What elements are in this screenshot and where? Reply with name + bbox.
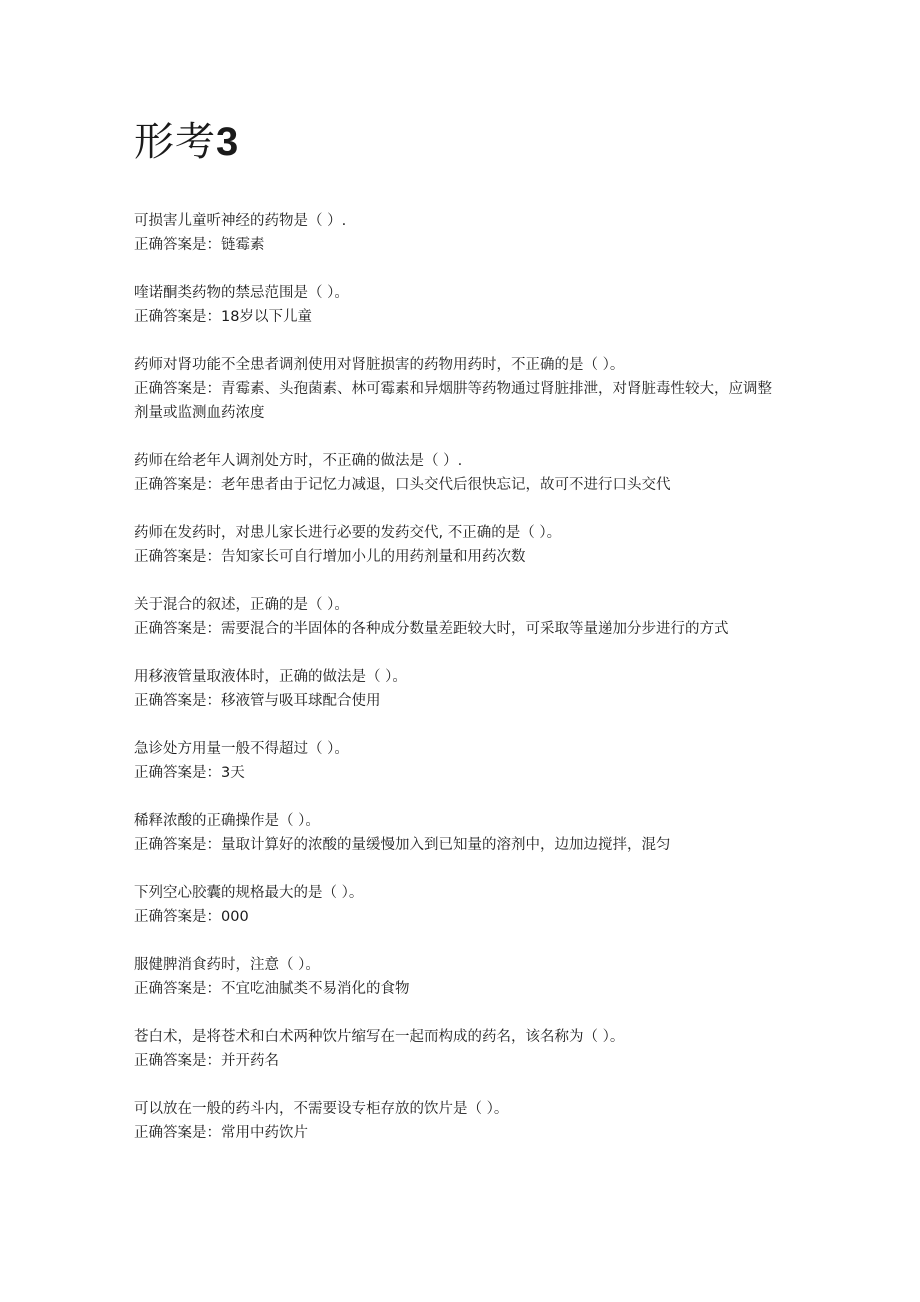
answer-text: 链霉素	[221, 237, 265, 253]
answer-text: 3天	[221, 765, 245, 781]
answer-prefix: 正确答案是：	[134, 237, 221, 253]
answer-text: 需要混合的半固体的各种成分数量差距较大时，可采取等量递加分步进行的方式	[221, 621, 729, 637]
qa-item	[134, 881, 786, 929]
answer-line	[134, 689, 780, 713]
question-text: 苍白术，是将苍术和白术两种饮片缩写在一起而构成的药名，该名称为（ ）。	[134, 1029, 625, 1045]
question-text: 下列空心胶囊的规格最大的是（ ）。	[134, 885, 364, 901]
answer-text: 常用中药饮片	[221, 1125, 308, 1141]
answer-prefix: 正确答案是：	[134, 693, 221, 709]
question-text: 喹诺酮类药物的禁忌范围是（ ）。	[134, 285, 349, 301]
title-number: 3	[216, 120, 240, 164]
answer-line	[134, 233, 780, 257]
question-text: 药师在发药时，对患儿家长进行必要的发药交代, 不正确的是（ ）。	[134, 525, 562, 541]
answer-line	[134, 1121, 780, 1145]
question-text: 服健脾消食药时，注意（ ）。	[134, 957, 320, 973]
title-text: 形考	[134, 119, 216, 165]
question-text: 药师对肾功能不全患者调剂使用对肾脏损害的药物用药时，不正确的是（ ）。	[134, 357, 625, 373]
qa-item	[134, 1025, 786, 1073]
answer-text: 告知家长可自行增加小儿的用药剂量和用药次数	[221, 549, 526, 565]
answer-line	[134, 761, 780, 785]
answer-prefix: 正确答案是：	[134, 477, 221, 493]
qa-item	[134, 593, 786, 641]
answer-text: 并开药名	[221, 1053, 279, 1069]
answer-line	[134, 473, 780, 497]
answer-text: 量取计算好的浓酸的量缓慢加入到已知量的溶剂中，边加边搅拌，混匀	[221, 837, 671, 853]
qa-item	[134, 521, 786, 569]
answer-line	[134, 905, 780, 929]
qa-item	[134, 1097, 786, 1145]
qa-item	[134, 449, 786, 497]
answer-line	[134, 1049, 780, 1073]
answer-text: 18岁以下儿童	[221, 309, 312, 325]
qa-item	[134, 737, 786, 785]
answer-prefix: 正确答案是：	[134, 549, 221, 565]
answer-line	[134, 377, 780, 425]
answer-prefix: 正确答案是：	[134, 837, 221, 853]
answer-prefix: 正确答案是：	[134, 1053, 221, 1069]
answer-prefix: 正确答案是：	[134, 1125, 221, 1141]
answer-line	[134, 833, 780, 857]
qa-item	[134, 209, 786, 257]
answer-prefix: 正确答案是：	[134, 381, 221, 397]
question-text: 可以放在一般的药斗内，不需要设专柜存放的饮片是（ ）。	[134, 1101, 509, 1117]
page-title	[134, 116, 239, 168]
question-text: 可损害儿童听神经的药物是（ ）.	[134, 213, 347, 229]
question-text: 药师在给老年人调剂处方时，不正确的做法是（ ）.	[134, 453, 463, 469]
answer-prefix: 正确答案是：	[134, 981, 221, 997]
answer-prefix: 正确答案是：	[134, 765, 221, 781]
question-text: 用移液管量取液体时，正确的做法是（ ）。	[134, 669, 407, 685]
question-text: 关于混合的叙述，正确的是（ ）。	[134, 597, 349, 613]
answer-text: 不宜吃油腻类不易消化的食物	[221, 981, 410, 997]
answer-text: 青霉素、头孢菌素、林可霉素和异烟肼等药物通过肾脏排泄，对肾脏毒性较大，应调整剂量或监测血药浓度	[134, 381, 772, 421]
qa-item	[134, 281, 786, 329]
qa-item	[134, 809, 786, 857]
qa-item	[134, 353, 786, 425]
answer-line	[134, 977, 780, 1001]
answer-text: 老年患者由于记忆力减退，口头交代后很快忘记，故可不进行口头交代	[221, 477, 671, 493]
answer-line	[134, 545, 780, 569]
answer-text: 000	[221, 909, 249, 925]
qa-item	[134, 953, 786, 1001]
answer-prefix: 正确答案是：	[134, 909, 221, 925]
answer-prefix: 正确答案是：	[134, 309, 221, 325]
question-text: 稀释浓酸的正确操作是（ ）。	[134, 813, 320, 829]
question-text: 急诊处方用量一般不得超过（ ）。	[134, 741, 349, 757]
answer-line	[134, 305, 780, 329]
answer-line	[134, 617, 780, 641]
question-list	[134, 209, 786, 1169]
qa-item	[134, 665, 786, 713]
answer-text: 移液管与吸耳球配合使用	[221, 693, 381, 709]
answer-prefix: 正确答案是：	[134, 621, 221, 637]
